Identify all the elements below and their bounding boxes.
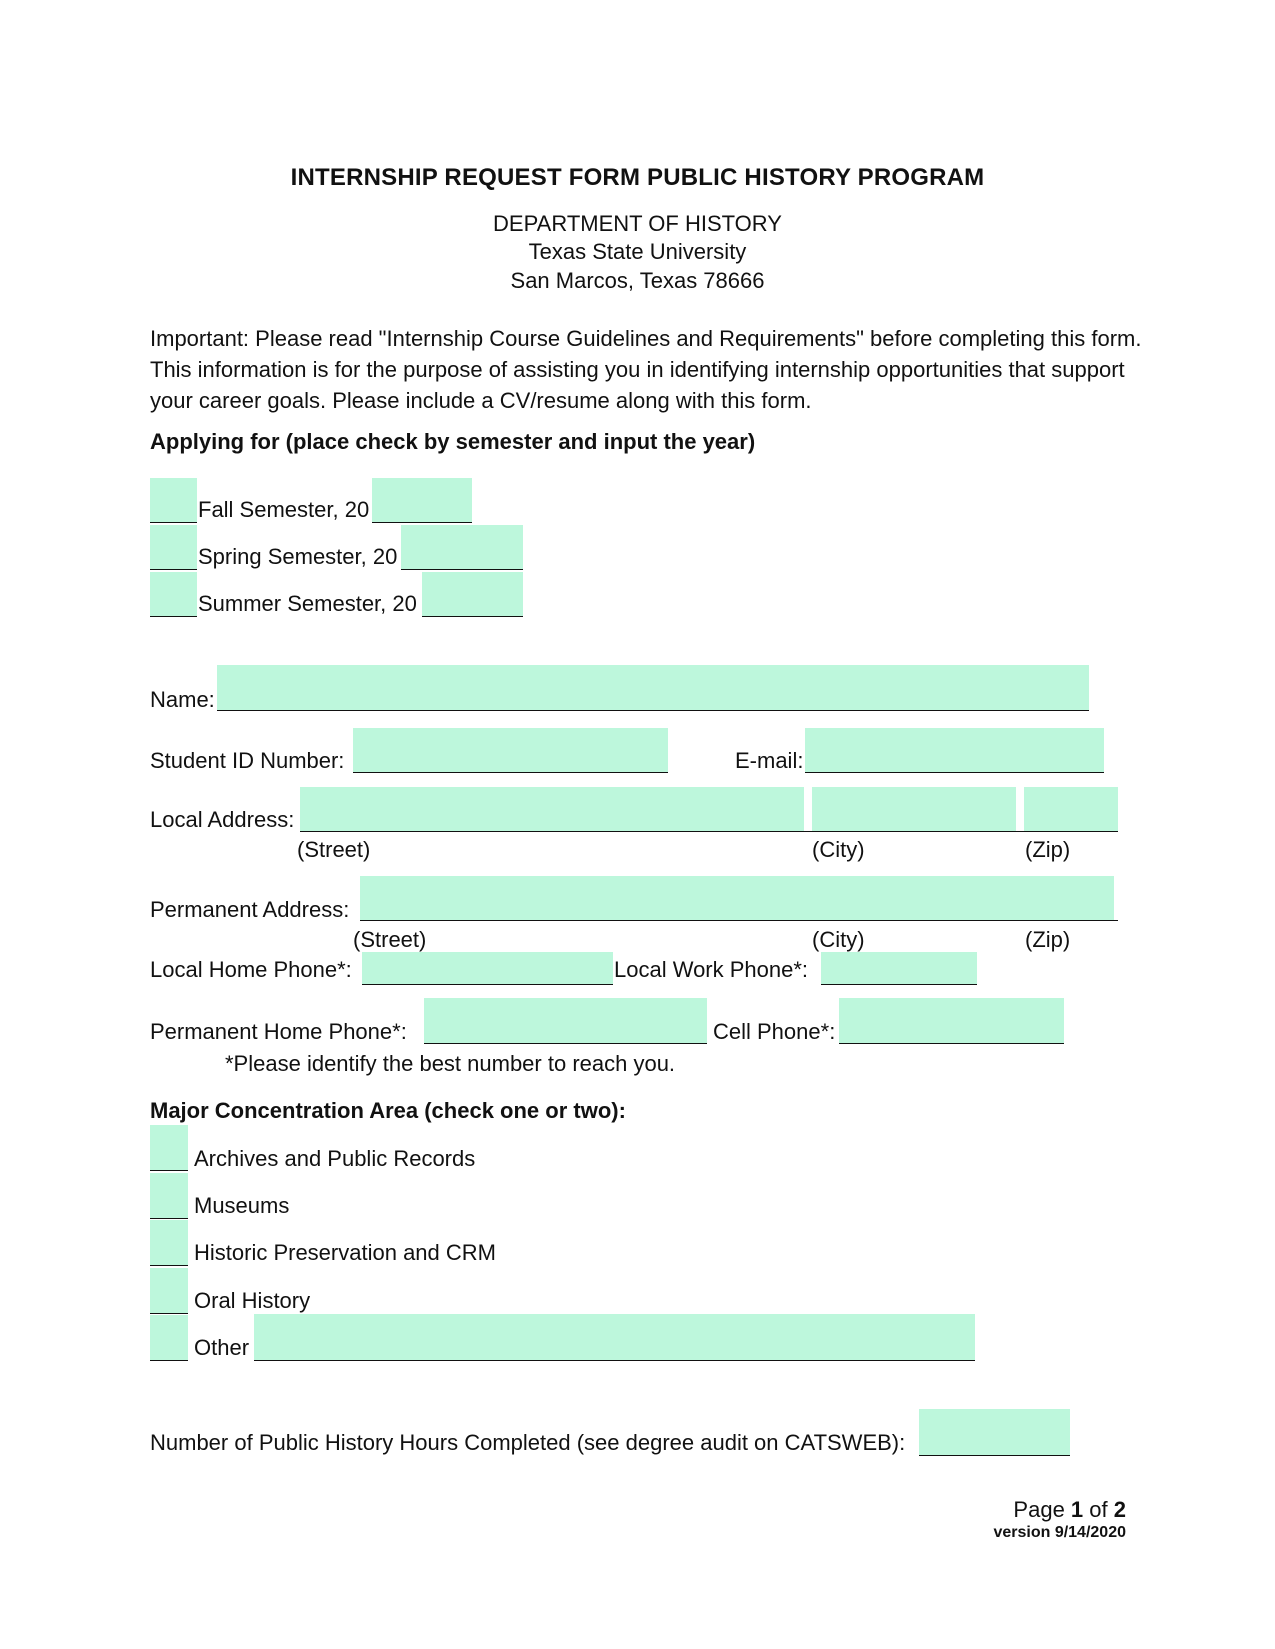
permanent-address-line [360,920,1118,921]
cell-phone-line [839,1043,1064,1044]
hours-label: Number of Public History Hours Completed (see degree audit on CATSWEB): [150,1430,906,1455]
fall-checkbox[interactable] [150,478,197,523]
permanent-home-phone-line [424,1043,707,1044]
historic-preservation-check-line [150,1265,188,1266]
local-work-phone-label: Local Work Phone*: [614,957,809,982]
email-line [805,772,1104,773]
phone-note: *Please identify the best number to reach you. [225,1051,676,1076]
local-street-input[interactable] [300,787,804,832]
oral-history-checkbox[interactable] [150,1268,188,1314]
name-input[interactable] [217,665,1089,711]
permanent-address-label: Permanent Address: [150,897,350,922]
spring-year-input[interactable] [401,525,523,570]
local-work-phone-line [821,984,977,985]
name-label: Name: [150,687,215,712]
other-input[interactable] [254,1314,975,1361]
spring-label: Spring Semester, 20 [198,544,398,569]
page-total: 2 [1113,1497,1126,1522]
fall-year-line [372,522,472,523]
university-name: Texas State University [528,239,747,264]
page-current: 1 [1070,1497,1084,1522]
concentration-heading: Major Concentration Area (check one or two): [150,1098,626,1123]
archives-checkbox[interactable] [150,1125,188,1171]
other-label: Other [194,1335,250,1360]
form-title: INTERNSHIP REQUEST FORM PUBLIC HISTORY PROGRAM [290,164,985,191]
email-input[interactable] [805,728,1104,773]
local-address-line [300,831,1118,832]
summer-year-input[interactable] [422,572,523,617]
intro-paragraph: Important: Please read "Internship Course Guidelines and Requirements" before completing this form. This information is for the purpose of assisting you in identifying internship opportunities that support your career goals. Please include a CV/resume along with this form. [150,326,1142,413]
archives-label: Archives and Public Records [194,1146,476,1171]
department-name: DEPARTMENT OF HISTORY [493,211,782,236]
permanent-home-phone-label: Permanent Home Phone*: [150,1019,407,1044]
local-city-input[interactable] [812,787,1016,832]
oral-history-check-line [150,1313,188,1314]
student-id-label: Student ID Number: [150,748,345,773]
fall-year-input[interactable] [372,478,472,523]
version-label: version 9/14/2020 [993,1524,1126,1541]
hours-input[interactable] [919,1409,1070,1456]
local-home-phone-line [362,984,613,985]
local-zip-caption: (Zip) [1025,837,1071,862]
student-id-line [353,772,668,773]
local-city-caption: (City) [812,837,865,862]
local-street-caption: (Street) [297,837,371,862]
student-id-input[interactable] [353,728,668,773]
page-number [1000,1497,1126,1523]
fall-label: Fall Semester, 20 [198,497,370,522]
historic-preservation-label: Historic Preservation and CRM [194,1240,496,1265]
permanent-zip-caption: (Zip) [1025,927,1071,952]
page-of: of [1083,1497,1114,1522]
local-zip-input[interactable] [1024,787,1118,832]
university-city: San Marcos, Texas 78666 [510,268,765,293]
hours-line [919,1455,1070,1456]
name-line [217,710,1089,711]
other-line [254,1360,975,1361]
local-work-phone-input[interactable] [821,952,977,985]
spring-year-line [401,569,523,570]
museums-checkbox[interactable] [150,1173,188,1219]
local-address-label: Local Address: [150,807,295,832]
page-prefix: Page [1013,1497,1071,1522]
other-checkbox[interactable] [150,1315,188,1361]
permanent-address-input[interactable] [360,876,1114,921]
spring-checkbox[interactable] [150,525,197,570]
spring-check-line [150,569,197,570]
applying-heading: Applying for (place check by semester and input the year) [150,429,756,454]
local-home-phone-label: Local Home Phone*: [150,957,352,982]
summer-label: Summer Semester, 20 [198,591,417,616]
fall-check-line [150,522,197,523]
historic-preservation-checkbox[interactable] [150,1220,188,1266]
summer-year-line [422,616,523,617]
permanent-home-phone-input[interactable] [424,998,707,1044]
summer-check-line [150,616,197,617]
museums-check-line [150,1218,188,1219]
other-check-line [150,1360,188,1361]
oral-history-label: Oral History [194,1288,311,1313]
summer-checkbox[interactable] [150,572,197,617]
cell-phone-input[interactable] [839,998,1064,1044]
permanent-city-caption: (City) [812,927,865,952]
museums-label: Museums [194,1193,290,1218]
permanent-street-caption: (Street) [353,927,427,952]
cell-phone-label: Cell Phone*: [713,1019,836,1044]
email-label: E-mail: [735,748,804,773]
archives-check-line [150,1170,188,1171]
local-home-phone-input[interactable] [362,952,613,985]
